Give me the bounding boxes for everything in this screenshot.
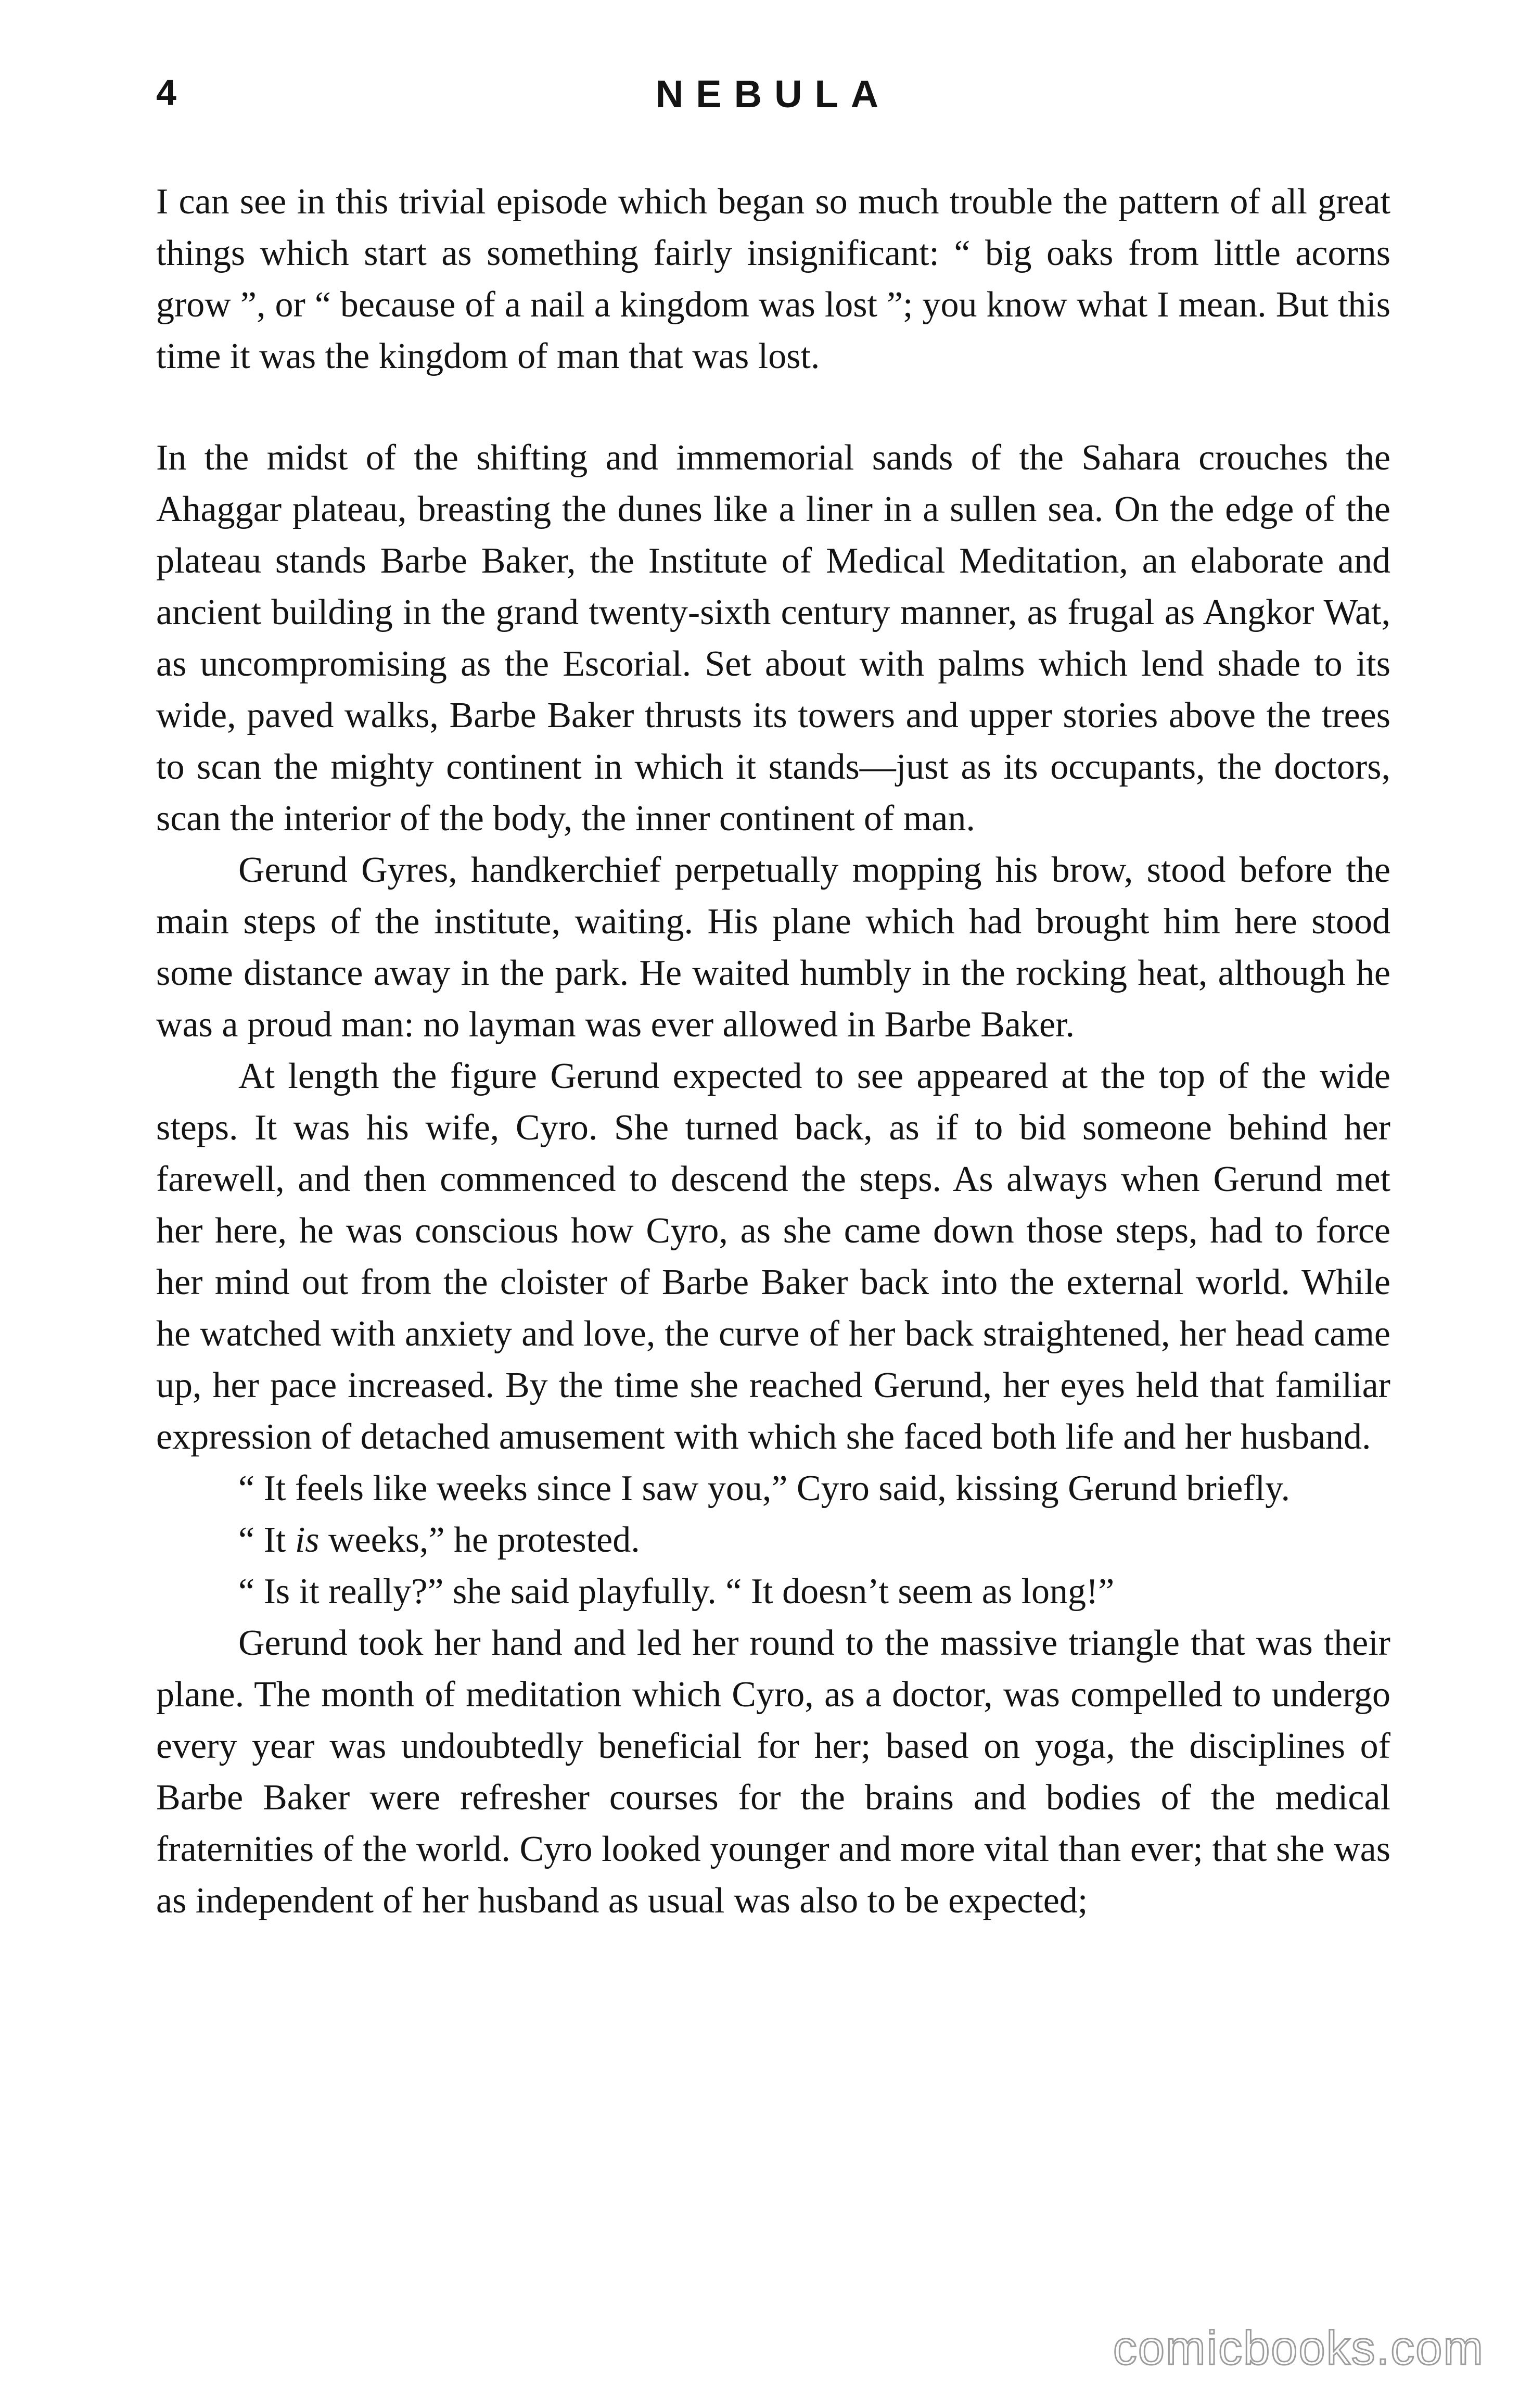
paragraph: [156, 1050, 1390, 1463]
paragraph-text: “ It feels like weeks since I saw you,” Cyro said, kissing Gerund briefly.: [238, 1468, 1291, 1509]
paragraph-text: Gerund Gyres, handkerchief perpetually mopping his brow, stood before the main steps of the institute, waiting. His plane which had brought him here stood some distance away in the park. He waited humbly in the rocking heat, although he was a proud man: no layman was ever allowed in Barbe Baker.: [156, 850, 1390, 1045]
paragraph-text: “ Is it really?” she said playfully. “ It doesn’t seem as long!”: [238, 1571, 1115, 1612]
body-text: [156, 176, 1390, 1927]
paragraph-text: Gerund took her hand and led her round to the massive triangle that was their plane. The month of meditation which Cyro, as a doctor, was compelled to undergo every year was undoubtedly beneficial for her; based on yoga, the disciplines of Barbe Baker were refresher courses for the brains and bodies of the medical fraternities of the world. Cyro looked younger and more vital than ever; that she was as independent of her husband as usual was also to be expected;: [156, 1623, 1390, 1921]
paragraph: [156, 1514, 1390, 1566]
paragraph: [156, 844, 1390, 1050]
paragraph: [156, 432, 1390, 844]
emphasis-text: is: [295, 1520, 320, 1560]
paragraph: [156, 1617, 1390, 1927]
paragraph-text: “ It: [238, 1520, 295, 1560]
running-head: [156, 68, 1390, 120]
page-number: 4: [156, 72, 176, 113]
paragraph-text: At length the figure Gerund expected to see appeared at the top of the wide steps. It was his wife, Cyro. She turned back, as if to bid someone behind her farewell, and then commenced to descend the steps. As always when Gerund met her here, he was conscious how Cyro, as she came down those steps, had to force her mind out from the cloister of Barbe Baker back into the external world. While he watched with anxiety and love, the curve of her back straightened, her head came up, her pace increased. By the time she reached Gerund, her eyes held that familiar expression of detached amusement with which she faced both life and her husband.: [156, 1056, 1390, 1457]
paragraph-text: weeks,” he protested.: [319, 1520, 640, 1560]
paragraph: [156, 1566, 1390, 1617]
paragraph: [156, 1463, 1390, 1514]
paragraph: [156, 176, 1390, 382]
paragraph-text: In the midst of the shifting and immemorial sands of the Sahara crouches the Ahaggar plateau, breasting the dunes like a liner in a sullen sea. On the edge of the plateau stands Barbe Baker, the Institute of Medical Meditation, an elaborate and ancient building in the grand twenty-sixth century manner, as frugal as Angkor Wat, as uncompromising as the Escorial. Set about with palms which lend shade to its wide, paved walks, Barbe Baker thrusts its towers and upper stories above the trees to scan the mighty continent in which it stands—just as its occupants, the doctors, scan the interior of the body, the inner continent of man.: [156, 438, 1390, 839]
running-title: NEBULA: [655, 72, 891, 116]
watermark: comicbooks.com: [1113, 2322, 1484, 2375]
paragraph-text: I can see in this trivial episode which began so much trouble the pattern of all great things which start as something fairly insignificant: “ big oaks from little acorns grow ”, or “ because of a nail a kingdom was lost ”; you know what I mean. But this time it was the kingdom of man that was lost.: [156, 182, 1390, 376]
book-page: [156, 68, 1390, 1927]
